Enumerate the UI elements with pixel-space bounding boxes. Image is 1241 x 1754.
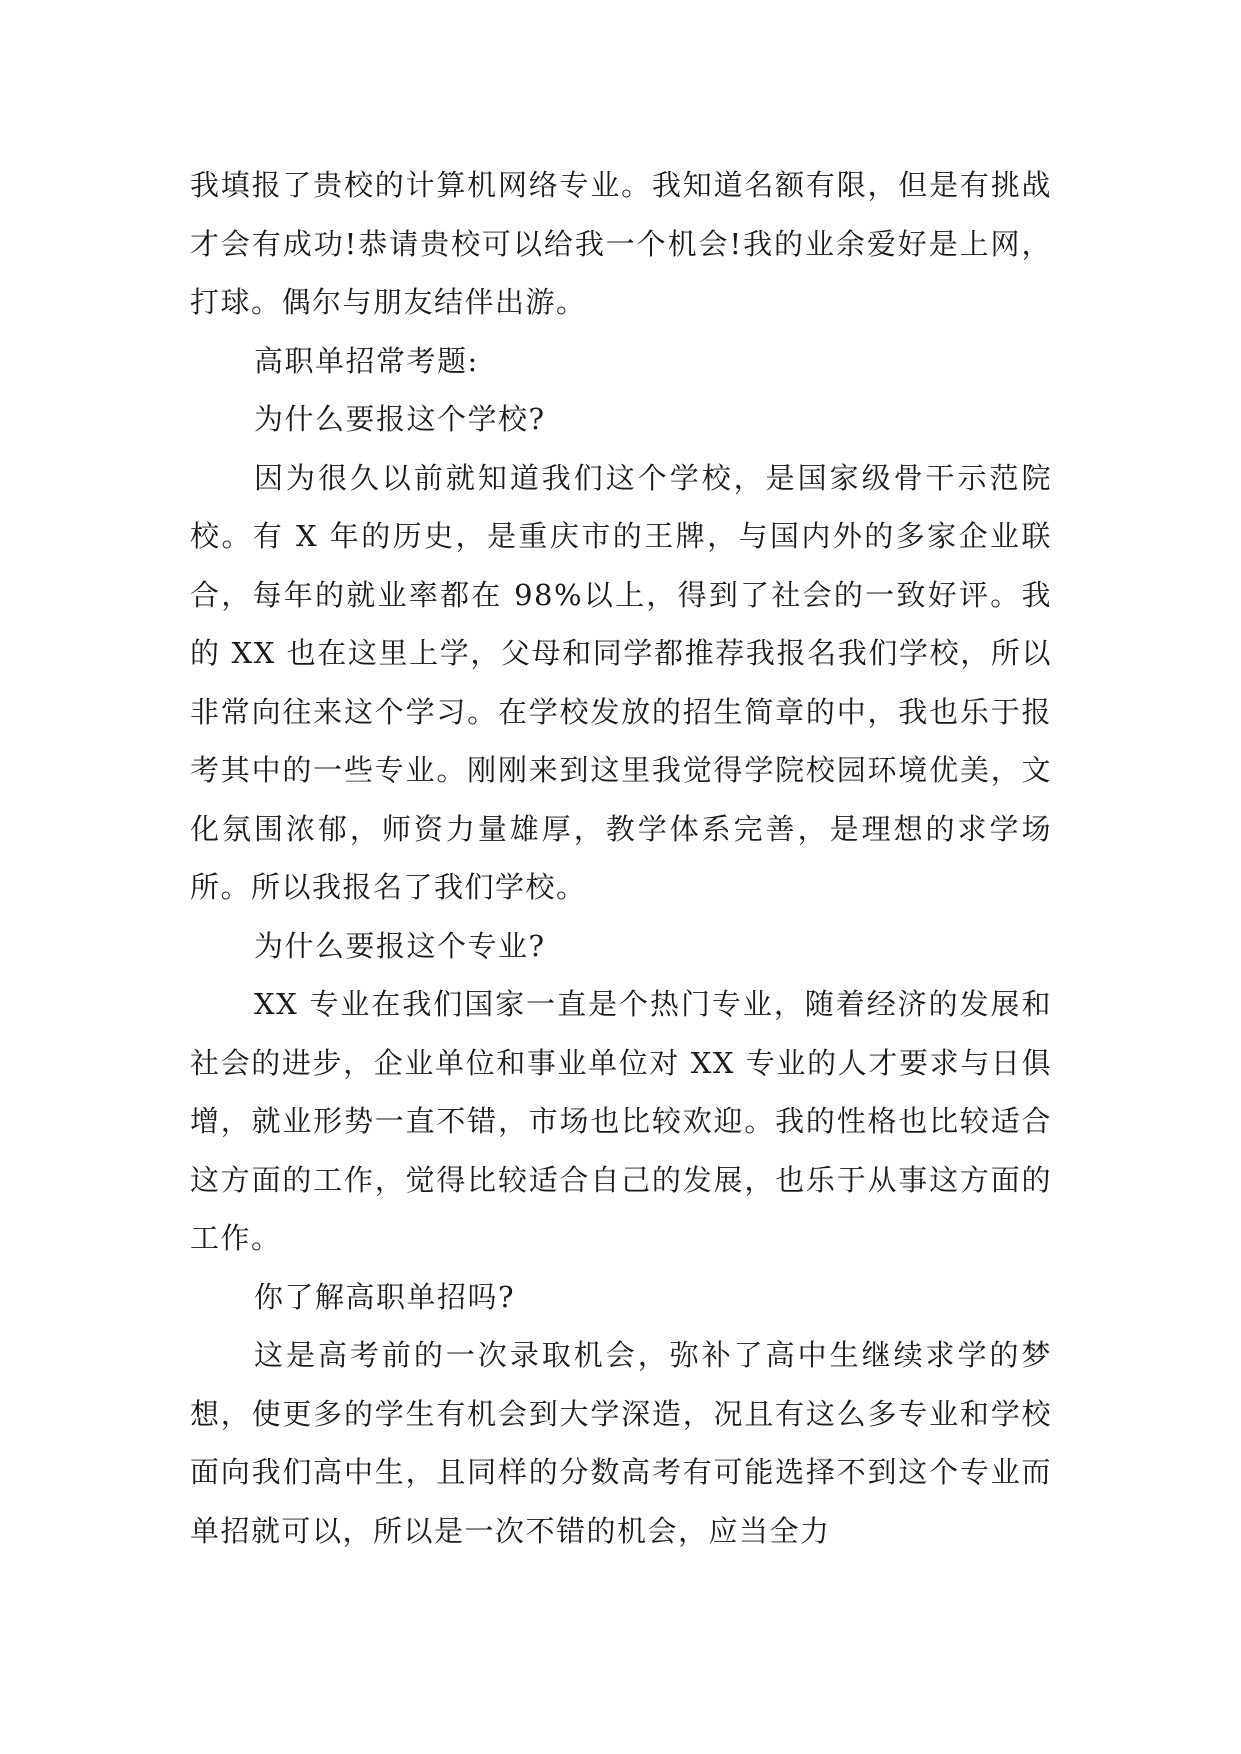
question-why-school: 为什么要报这个学校? [254, 402, 546, 436]
question-know-single-recruitment: 你了解高职单招吗? [254, 1279, 516, 1314]
paragraph-intro: 我填报了贵校的计算机网络专业。我知道名额有限，但是有挑战才会有成功!恭请贵校可以给我一个机会!我的业余爱好是上网，打球。偶尔与朋友结伴出游。 [190, 168, 1052, 319]
document-body [190, 156, 1052, 1560]
answer-why-school: 因为很久以前就知道我们这个学校，是国家级骨干示范院校。有 X 年的历史，是重庆市的王牌，与国内外的多家企业联合，每年的就业率都在 98%以上，得到了社会的一致好评。我的 XX 也在这里上学，父母和同学都推荐我报名我们学校，所以非常向往来这个学习。在学校发放的招生简章的中，我也乐于报考其中的一些专业。刚刚来到这里我觉得学院校园环境优美，文化氛围浓郁，师资力量雄厚，教学体系完善，是理想的求学场所。所以我报名了我们学校。 [190, 460, 1052, 904]
question-why-major: 为什么要报这个专业? [254, 928, 546, 963]
answer-why-major: XX 专业在我们国家一直是个热门专业，随着经济的发展和社会的进步，企业单位和事业单位对 XX 专业的人才要求与日俱增，就业形势一直不错，市场也比较欢迎。我的性格也比较适合这方面的工作，觉得比较适合自己的发展，也乐于从事这方面的工作。 [190, 987, 1052, 1255]
section-heading-common-questions: 高职单招常考题: [254, 343, 479, 378]
answer-know-single-recruitment: 这是高考前的一次录取机会，弥补了高中生继续求学的梦想，使更多的学生有机会到大学深造，况且有这么多专业和学校面向我们高中生，且同样的分数高考有可能选择不到这个专业而单招就可以，所以是一次不错的机会，应当全力 [190, 1338, 1052, 1548]
